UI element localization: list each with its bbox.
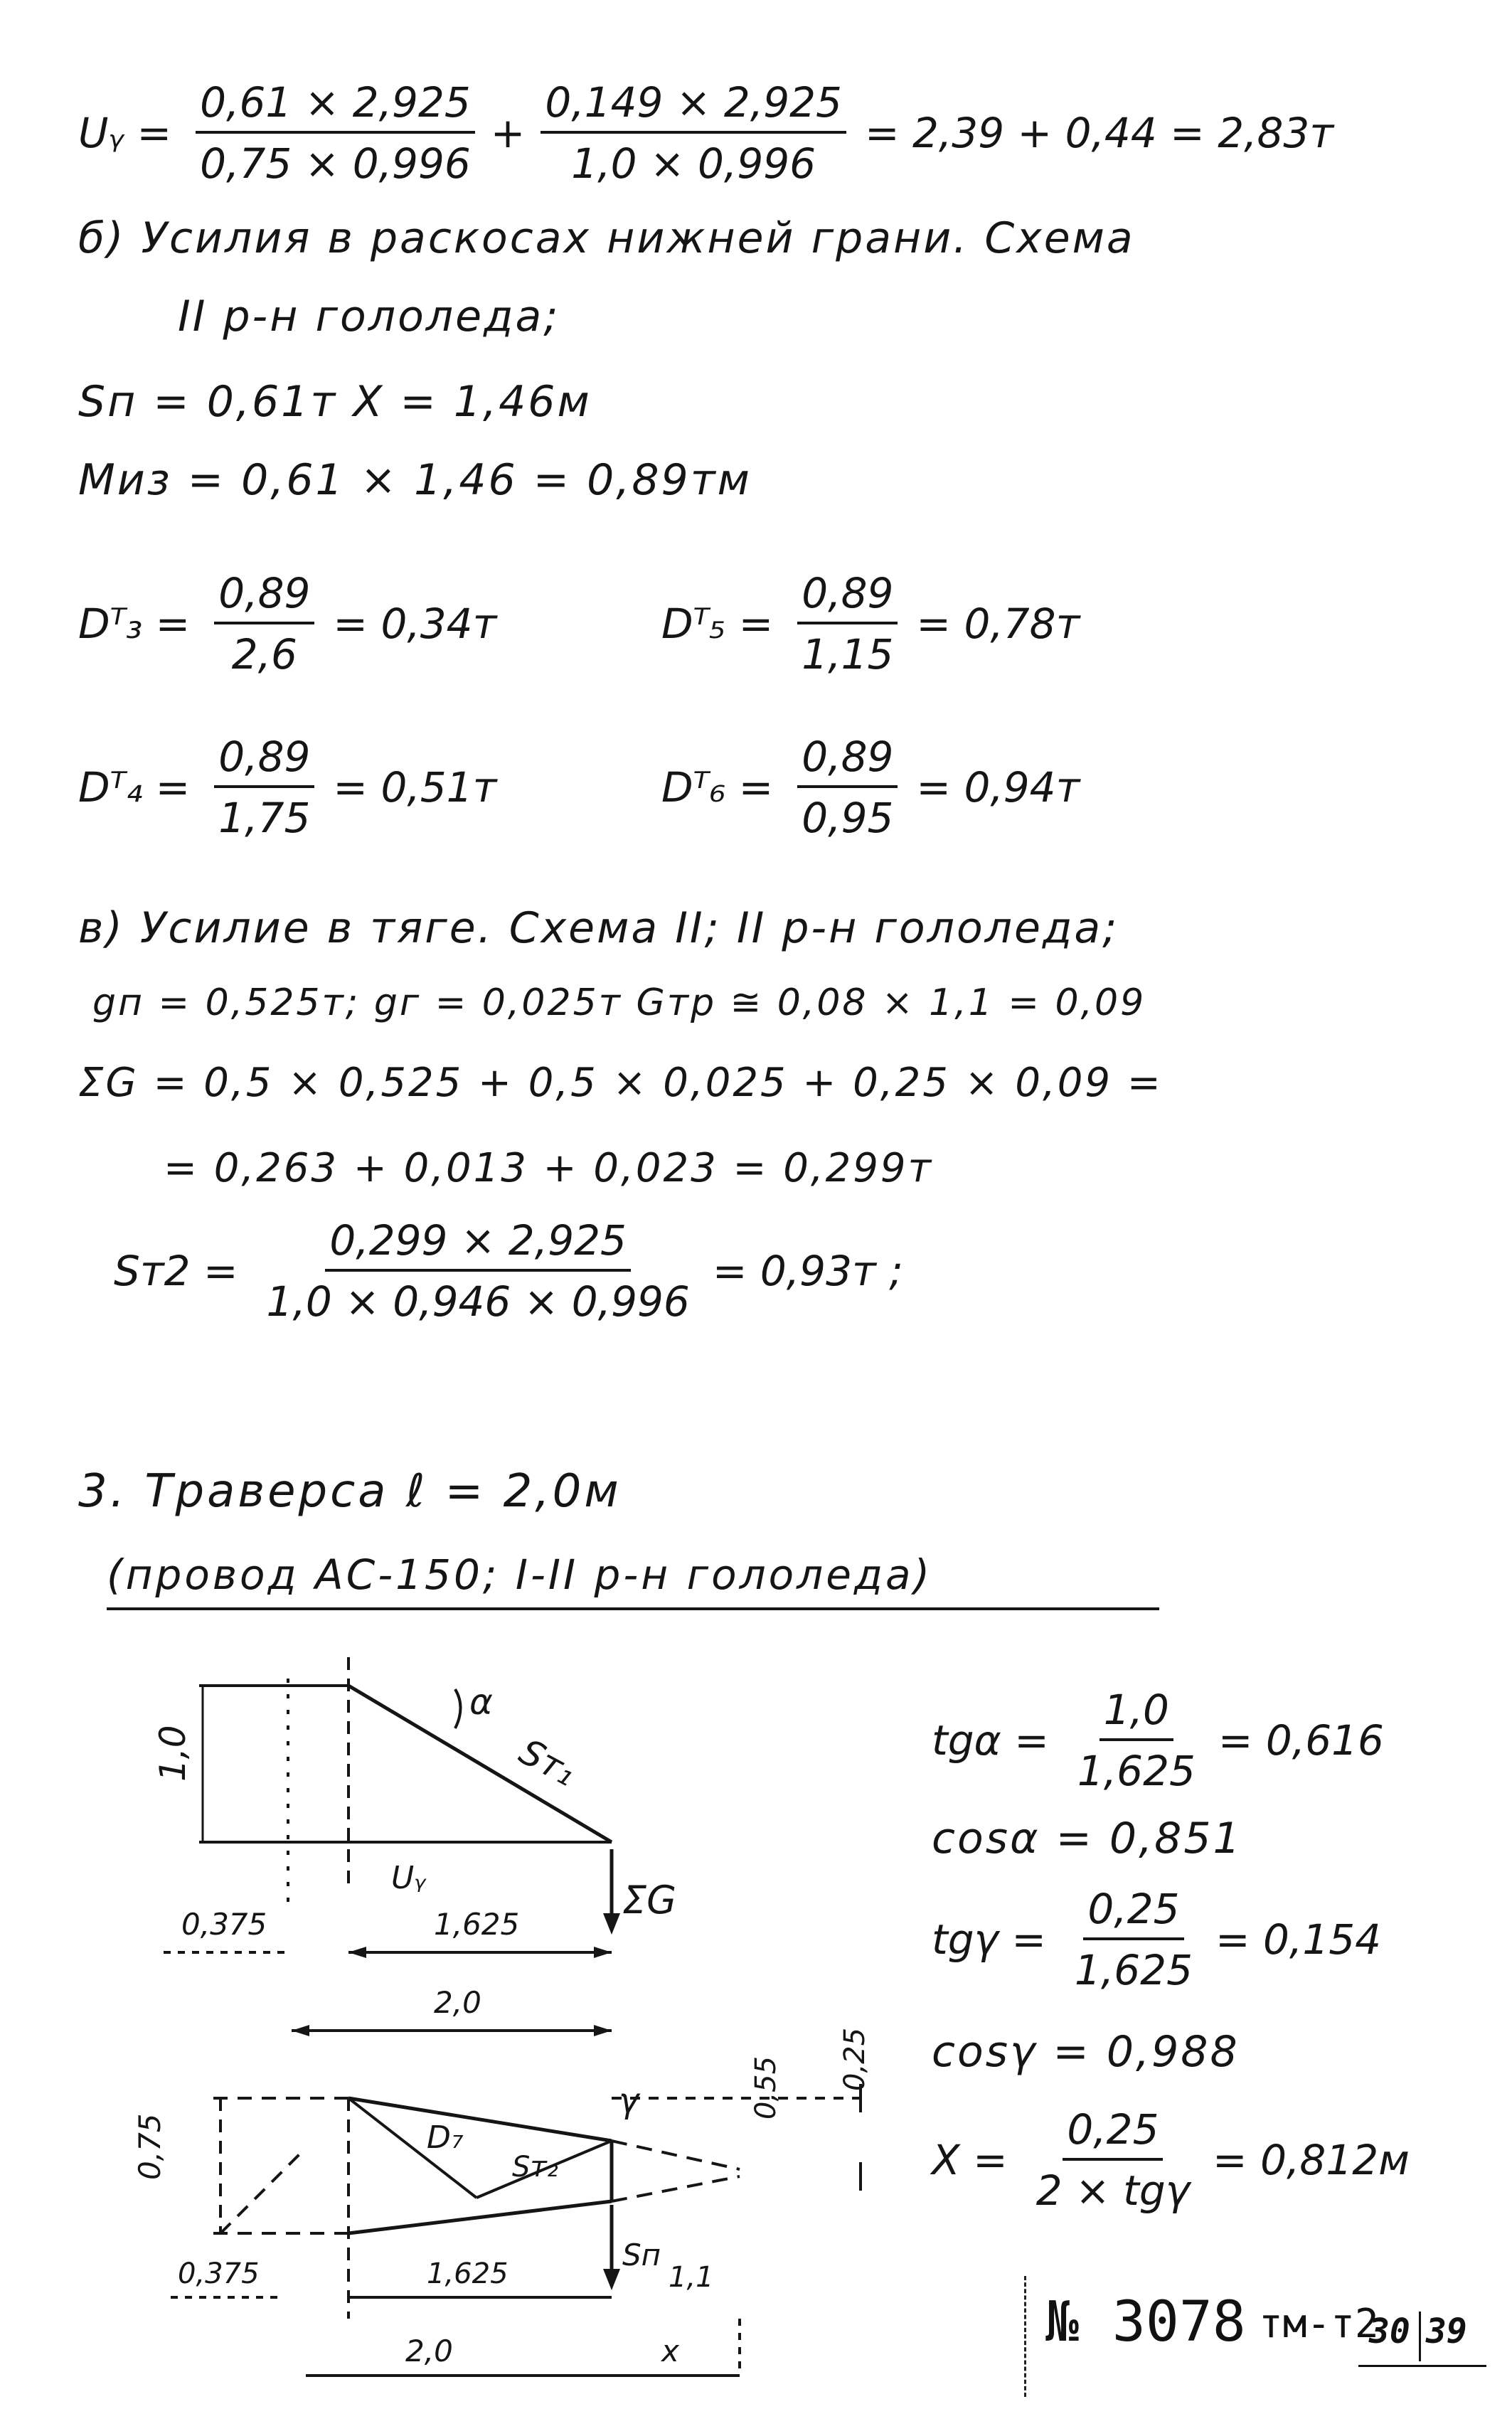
- tgg-lhs: tgγ =: [932, 1915, 1046, 1964]
- lower-diag-dashed: [220, 2148, 306, 2233]
- dim-lower-0375-label: 0,375: [178, 2257, 260, 2290]
- alpha-label: α: [469, 1681, 493, 1723]
- apex-upper-dashed: [612, 2141, 740, 2169]
- section-3-title: 3. Траверса ℓ = 2,0м: [78, 1465, 622, 1518]
- stamp-total: 39: [1426, 2312, 1467, 2351]
- dim-arrow-left: [348, 1947, 366, 1958]
- tgg-result: = 0,154: [1215, 1915, 1382, 1964]
- tgg-numerator: 0,25: [1083, 1885, 1183, 1940]
- sum-g-line: ΣG = 0,5 × 0,525 + 0,5 × 0,025 + 0,25 × 0,09 =: [78, 1060, 1163, 1106]
- d4-denominator: 1,75: [218, 794, 311, 842]
- d3-denominator: 2,6: [231, 630, 297, 679]
- uy-result: = 2,39 + 0,44 = 2,83т: [864, 109, 1334, 157]
- x-lhs: X =: [932, 2136, 1008, 2184]
- st2-result: = 0,93т ;: [712, 1247, 903, 1295]
- d5-result: = 0,78т: [916, 600, 1080, 648]
- uy-frac1-denominator: 0,75 × 0,996: [200, 139, 471, 188]
- uy-frac1-numerator: 0,61 × 2,925: [196, 78, 475, 134]
- d6-denominator: 0,95: [802, 794, 894, 842]
- d4-numerator: 0,89: [214, 733, 314, 788]
- d6-numerator: 0,89: [797, 733, 898, 788]
- gamma-label: γ: [619, 2081, 639, 2121]
- stamp-number: № 3078: [1045, 2290, 1246, 2354]
- st1-label: Sт₁: [512, 1730, 583, 1794]
- dim20-arrow-right: [594, 2025, 612, 2036]
- section-b-title: б) Усилия в раскосах нижней грани. Схема: [78, 213, 1135, 263]
- d5-denominator: 1,15: [802, 630, 894, 679]
- x-numerator: 0,25: [1063, 2105, 1163, 2161]
- dim-arrow-right: [594, 1947, 612, 1958]
- x-denominator: 2 × tgγ: [1035, 2166, 1191, 2215]
- d4-result: = 0,51т: [333, 763, 497, 812]
- tga-numerator: 1,0: [1100, 1686, 1173, 1741]
- stamp-bottom-line: [1358, 2365, 1486, 2367]
- section-v-title: в) Усилие в тяге. Схема II; II р-н гололеда;: [78, 903, 1119, 953]
- dim-1625-label: 1,625: [434, 1907, 520, 1942]
- sum-g-arrowhead: [603, 1913, 620, 1935]
- d7-label: D₇: [427, 2119, 464, 2156]
- tga-formula: [932, 1686, 1384, 1795]
- dim20-arrow-left: [292, 2025, 309, 2036]
- sn-label: Sп: [622, 2238, 661, 2272]
- d6-result: = 0,94т: [916, 763, 1080, 812]
- loads-line: gп = 0,525т; gг = 0,025т Gтр ≅ 0,08 × 1,1 = 0,09: [92, 982, 1146, 1024]
- x-formula: [932, 2105, 1410, 2215]
- tgg-fraction: [1070, 1885, 1197, 1994]
- tga-result: = 0,616: [1218, 1716, 1384, 1765]
- dim-lower-1625-label: 1,625: [427, 2257, 509, 2290]
- tgg-formula: [932, 1885, 1381, 1994]
- apex-lower-dashed: [612, 2176, 740, 2201]
- cosa-line: cosα = 0,851: [932, 1814, 1242, 1863]
- stamp-frame: [1024, 2276, 1026, 2397]
- tgg-denominator: 1,625: [1074, 1946, 1193, 1994]
- tga-denominator: 1,625: [1077, 1747, 1196, 1795]
- uy-frac2-denominator: 1,0 × 0,996: [571, 139, 816, 188]
- stamp-divider: [1419, 2312, 1421, 2361]
- uy-lhs: Uᵧ =: [78, 109, 172, 157]
- x-fraction: [1032, 2105, 1194, 2215]
- lower-bottom-chord: [348, 2201, 612, 2233]
- stamp-series: тм-т2: [1259, 2301, 1379, 2347]
- dim-lower-20-label: 2,0: [405, 2334, 453, 2368]
- d11-label: 1,1: [669, 2261, 714, 2294]
- d3-result: = 0,34т: [333, 600, 497, 648]
- section-b-subtitle: II р-н гололеда;: [178, 292, 560, 341]
- tga-fraction: [1073, 1686, 1200, 1795]
- sum-g-label: ΣG: [622, 1878, 676, 1922]
- uy-frac2-numerator: 0,149 × 2,925: [541, 78, 846, 134]
- alpha-arc: [455, 1689, 461, 1728]
- d3-numerator: 0,89: [214, 569, 314, 624]
- d4-lhs: Dᵀ₄ =: [78, 763, 191, 812]
- sum-g-result: = 0,263 + 0,013 + 0,023 = 0,299т: [164, 1145, 934, 1191]
- lower-top-chord: [348, 2098, 612, 2141]
- st2-label: Sт₂: [512, 2151, 558, 2184]
- d3-lhs: Dᵀ₃ =: [78, 600, 191, 648]
- dim-20-label: 2,0: [434, 1985, 481, 2020]
- d5-numerator: 0,89: [797, 569, 898, 624]
- st2-lhs: Sт2 =: [114, 1247, 238, 1295]
- d5-lhs: Dᵀ₅ =: [661, 600, 774, 648]
- st2-numerator: 0,299 × 2,925: [325, 1216, 631, 1272]
- st2-denominator: 1,0 × 0,946 × 0,996: [266, 1277, 690, 1326]
- miz-line: Миз = 0,61 × 1,46 = 0,89тм: [78, 455, 752, 505]
- d055-label: 0,55: [750, 2055, 782, 2119]
- d6-lhs: Dᵀ₆ =: [661, 763, 774, 812]
- sn-arrowhead: [603, 2269, 620, 2290]
- h-label: 1,0: [152, 1725, 193, 1782]
- x-result: = 0,812м: [1213, 2136, 1410, 2184]
- dim-0375-label: 0,375: [181, 1907, 267, 1942]
- tga-lhs: tgα =: [932, 1716, 1049, 1765]
- uy-label: Uᵧ: [391, 1860, 426, 1896]
- d025-label: 0,25: [838, 2027, 871, 2091]
- cosg-line: cosγ = 0,988: [932, 2027, 1240, 2077]
- x-label: x: [661, 2334, 679, 2368]
- h075-label: 0,75: [132, 2113, 167, 2180]
- uy-plus: +: [490, 109, 526, 157]
- section-3-subtitle: (провод АС-150; I-II р-н гололеда): [107, 1551, 933, 1599]
- stamp-sheet: 30: [1369, 2312, 1410, 2351]
- sn-line: Sп = 0,61т X = 1,46м: [78, 377, 592, 427]
